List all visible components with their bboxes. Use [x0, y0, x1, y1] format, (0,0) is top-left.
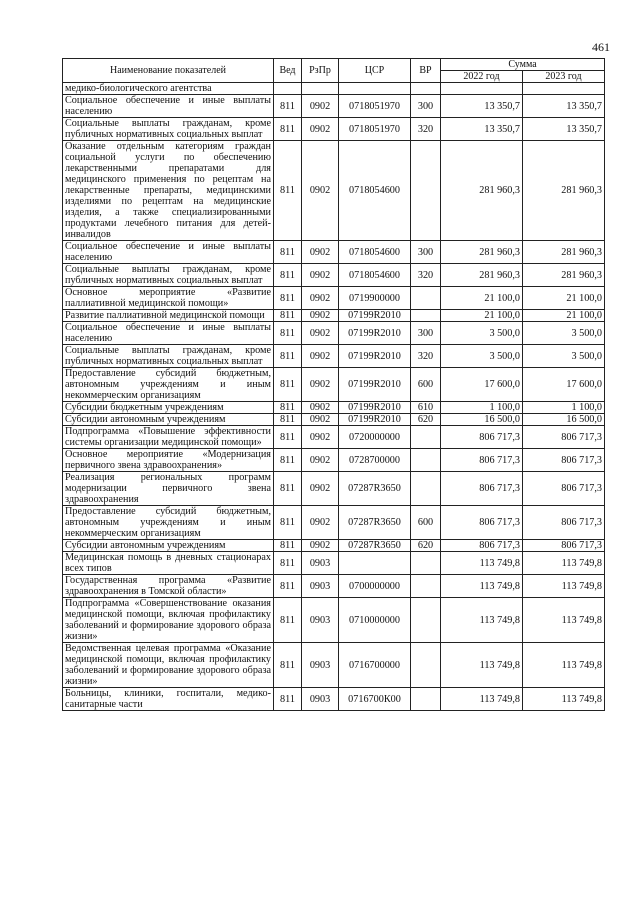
cell-csr: 0719900000 — [339, 287, 411, 310]
cell-y2022: 806 717,3 — [441, 540, 523, 552]
cell-y2023: 806 717,3 — [523, 506, 605, 540]
table-row — [63, 472, 605, 506]
cell-y2023: 281 960,3 — [523, 141, 605, 241]
table-row — [63, 506, 605, 540]
header-year-2023: 2023 год — [523, 71, 605, 83]
cell-y2023: 113 749,8 — [523, 643, 605, 688]
table-body — [63, 83, 605, 711]
cell-y2023: 806 717,3 — [523, 449, 605, 472]
cell-ved: 811 — [274, 472, 302, 506]
cell-csr: 0718051970 — [339, 95, 411, 118]
cell-name: Ведомственная целевая программа «Оказание медицинской помощи, включая профилактику заболеваний и формирование здорового образа жизни» — [63, 643, 274, 688]
cell-csr: 07199R2010 — [339, 310, 411, 322]
cell-y2022: 3 500,0 — [441, 345, 523, 368]
cell-name: Социальное обеспечение и иные выплаты населению — [63, 322, 274, 345]
table-row — [63, 83, 605, 95]
cell-csr: 07199R2010 — [339, 402, 411, 414]
cell-y2022: 806 717,3 — [441, 426, 523, 449]
cell-y2022: 281 960,3 — [441, 264, 523, 287]
cell-y2022: 113 749,8 — [441, 643, 523, 688]
cell-vr — [411, 552, 441, 575]
table-row — [63, 552, 605, 575]
header-sum: Сумма — [441, 59, 605, 71]
cell-rzpr: 0903 — [302, 598, 339, 643]
cell-name: Реализация региональных программ модернизации первичного звена здравоохранения — [63, 472, 274, 506]
cell-y2022: 806 717,3 — [441, 449, 523, 472]
cell-y2022: 113 749,8 — [441, 688, 523, 711]
cell-rzpr: 0902 — [302, 141, 339, 241]
cell-vr — [411, 141, 441, 241]
cell-vr — [411, 310, 441, 322]
cell-csr: 07199R2010 — [339, 414, 411, 426]
cell-y2022: 113 749,8 — [441, 598, 523, 643]
cell-name: Оказание отдельным категориям граждан социальной услуги по обеспечению лекарственными препаратами для медицинского применения по рецептам на лекарственные препараты, медицинскими изделиями по рецептам на медицинские изделия, а также специализированными продуктами лечебного питания для детей-инвалидов — [63, 141, 274, 241]
cell-y2023: 806 717,3 — [523, 472, 605, 506]
cell-y2023 — [523, 83, 605, 95]
cell-csr: 0718051970 — [339, 118, 411, 141]
table-row — [63, 540, 605, 552]
cell-vr — [411, 575, 441, 598]
cell-vr — [411, 643, 441, 688]
cell-y2022: 21 100,0 — [441, 287, 523, 310]
cell-vr — [411, 287, 441, 310]
cell-ved: 811 — [274, 95, 302, 118]
cell-y2022: 16 500,0 — [441, 414, 523, 426]
cell-ved: 811 — [274, 575, 302, 598]
cell-csr: 0728700000 — [339, 449, 411, 472]
cell-rzpr: 0902 — [302, 414, 339, 426]
cell-rzpr: 0902 — [302, 402, 339, 414]
table-row — [63, 310, 605, 322]
table-row — [63, 241, 605, 264]
table-row — [63, 414, 605, 426]
cell-y2023: 16 500,0 — [523, 414, 605, 426]
cell-vr — [411, 598, 441, 643]
cell-vr: 320 — [411, 118, 441, 141]
table-row — [63, 141, 605, 241]
table-row — [63, 402, 605, 414]
cell-y2023: 3 500,0 — [523, 322, 605, 345]
cell-y2022: 281 960,3 — [441, 141, 523, 241]
cell-rzpr — [302, 83, 339, 95]
cell-csr — [339, 552, 411, 575]
cell-ved: 811 — [274, 118, 302, 141]
cell-ved: 811 — [274, 310, 302, 322]
cell-rzpr: 0902 — [302, 426, 339, 449]
cell-y2022: 17 600,0 — [441, 368, 523, 402]
cell-name: Социальные выплаты гражданам, кроме публичных нормативных социальных выплат — [63, 345, 274, 368]
cell-vr: 300 — [411, 241, 441, 264]
cell-name: Подпрограмма «Совершенствование оказания медицинской помощи, включая профилактику заболеваний и формирование здорового образа жизни» — [63, 598, 274, 643]
cell-csr: 07199R2010 — [339, 322, 411, 345]
cell-vr: 300 — [411, 95, 441, 118]
cell-csr: 07199R2010 — [339, 345, 411, 368]
cell-ved: 811 — [274, 287, 302, 310]
table-row — [63, 322, 605, 345]
cell-ved: 811 — [274, 598, 302, 643]
cell-y2023: 113 749,8 — [523, 688, 605, 711]
cell-name: Развитие паллиативной медицинской помощи — [63, 310, 274, 322]
cell-y2023: 1 100,0 — [523, 402, 605, 414]
cell-y2023: 13 350,7 — [523, 95, 605, 118]
cell-name: Социальные выплаты гражданам, кроме публичных нормативных социальных выплат — [63, 264, 274, 287]
cell-vr: 300 — [411, 322, 441, 345]
cell-y2022: 281 960,3 — [441, 241, 523, 264]
header-vr: ВР — [411, 59, 441, 83]
cell-rzpr: 0902 — [302, 310, 339, 322]
header-year-2022: 2022 год — [441, 71, 523, 83]
cell-rzpr: 0902 — [302, 264, 339, 287]
cell-ved: 811 — [274, 322, 302, 345]
cell-vr: 600 — [411, 506, 441, 540]
cell-rzpr: 0902 — [302, 449, 339, 472]
cell-rzpr: 0903 — [302, 552, 339, 575]
cell-ved: 811 — [274, 368, 302, 402]
cell-csr: 0716700К00 — [339, 688, 411, 711]
cell-ved: 811 — [274, 345, 302, 368]
cell-y2023: 17 600,0 — [523, 368, 605, 402]
cell-name: Социальное обеспечение и иные выплаты населению — [63, 95, 274, 118]
cell-rzpr: 0902 — [302, 368, 339, 402]
cell-y2023: 113 749,8 — [523, 575, 605, 598]
cell-vr: 320 — [411, 264, 441, 287]
cell-name: Субсидии автономным учреждениям — [63, 540, 274, 552]
cell-y2023: 13 350,7 — [523, 118, 605, 141]
cell-ved: 811 — [274, 141, 302, 241]
cell-name: Социальное обеспечение и иные выплаты населению — [63, 241, 274, 264]
cell-y2022: 806 717,3 — [441, 472, 523, 506]
cell-rzpr: 0902 — [302, 506, 339, 540]
cell-name: Субсидии автономным учреждениям — [63, 414, 274, 426]
cell-rzpr: 0902 — [302, 118, 339, 141]
cell-ved: 811 — [274, 688, 302, 711]
table-row — [63, 264, 605, 287]
cell-y2022 — [441, 83, 523, 95]
cell-name: Государственная программа «Развитие здравоохранения в Томской области» — [63, 575, 274, 598]
cell-y2022: 113 749,8 — [441, 552, 523, 575]
cell-vr — [411, 83, 441, 95]
cell-ved: 811 — [274, 264, 302, 287]
cell-name: медико-биологического агентства — [63, 83, 274, 95]
cell-rzpr: 0902 — [302, 241, 339, 264]
cell-y2022: 113 749,8 — [441, 575, 523, 598]
budget-table — [62, 58, 605, 711]
cell-csr: 0718054600 — [339, 141, 411, 241]
cell-y2023: 281 960,3 — [523, 241, 605, 264]
cell-vr: 320 — [411, 345, 441, 368]
header-rzpr: РзПр — [302, 59, 339, 83]
cell-vr — [411, 472, 441, 506]
cell-y2022: 1 100,0 — [441, 402, 523, 414]
cell-y2023: 806 717,3 — [523, 540, 605, 552]
table-row — [63, 368, 605, 402]
cell-y2023: 21 100,0 — [523, 287, 605, 310]
page-number: 461 — [592, 40, 610, 54]
cell-csr: 0718054600 — [339, 241, 411, 264]
cell-csr: 0710000000 — [339, 598, 411, 643]
cell-csr: 0720000000 — [339, 426, 411, 449]
cell-rzpr: 0902 — [302, 322, 339, 345]
cell-y2022: 806 717,3 — [441, 506, 523, 540]
table-row — [63, 95, 605, 118]
cell-vr — [411, 449, 441, 472]
header-ved: Вед — [274, 59, 302, 83]
cell-y2022: 13 350,7 — [441, 95, 523, 118]
cell-vr: 620 — [411, 540, 441, 552]
header-name: Наименование показателей — [63, 59, 274, 83]
cell-csr: 07287R3650 — [339, 472, 411, 506]
cell-ved: 811 — [274, 552, 302, 575]
cell-csr: 07287R3650 — [339, 540, 411, 552]
cell-y2022: 13 350,7 — [441, 118, 523, 141]
cell-ved: 811 — [274, 426, 302, 449]
cell-ved: 811 — [274, 643, 302, 688]
cell-rzpr: 0902 — [302, 472, 339, 506]
cell-y2023: 113 749,8 — [523, 552, 605, 575]
table-header — [63, 59, 605, 83]
cell-rzpr: 0903 — [302, 575, 339, 598]
cell-name: Социальные выплаты гражданам, кроме публичных нормативных социальных выплат — [63, 118, 274, 141]
table-row — [63, 287, 605, 310]
cell-y2023: 113 749,8 — [523, 598, 605, 643]
cell-csr: 0716700000 — [339, 643, 411, 688]
cell-ved: 811 — [274, 414, 302, 426]
cell-ved: 811 — [274, 402, 302, 414]
cell-rzpr: 0902 — [302, 345, 339, 368]
table-row — [63, 643, 605, 688]
cell-y2022: 3 500,0 — [441, 322, 523, 345]
cell-name: Предоставление субсидий бюджетным, автономным учреждениям и иным некоммерческим организациям — [63, 368, 274, 402]
cell-rzpr: 0903 — [302, 643, 339, 688]
table-row — [63, 449, 605, 472]
cell-ved: 811 — [274, 540, 302, 552]
cell-name: Подпрограмма «Повышение эффективности системы организации медицинской помощи» — [63, 426, 274, 449]
cell-vr: 600 — [411, 368, 441, 402]
cell-csr: 0718054600 — [339, 264, 411, 287]
cell-name: Предоставление субсидий бюджетным, автономным учреждениям и иным некоммерческим организациям — [63, 506, 274, 540]
cell-vr: 610 — [411, 402, 441, 414]
table-row — [63, 118, 605, 141]
table-row — [63, 345, 605, 368]
cell-y2023: 3 500,0 — [523, 345, 605, 368]
cell-csr: 0700000000 — [339, 575, 411, 598]
cell-vr — [411, 688, 441, 711]
cell-csr — [339, 83, 411, 95]
cell-ved: 811 — [274, 241, 302, 264]
cell-y2023: 21 100,0 — [523, 310, 605, 322]
cell-rzpr: 0902 — [302, 540, 339, 552]
cell-ved: 811 — [274, 449, 302, 472]
cell-rzpr: 0902 — [302, 95, 339, 118]
cell-ved: 811 — [274, 506, 302, 540]
cell-rzpr: 0903 — [302, 688, 339, 711]
table-row — [63, 575, 605, 598]
cell-name: Основное мероприятие «Модернизация первичного звена здравоохранения» — [63, 449, 274, 472]
table-row — [63, 426, 605, 449]
cell-name: Больницы, клиники, госпитали, медико-санитарные части — [63, 688, 274, 711]
header-csr: ЦСР — [339, 59, 411, 83]
cell-ved — [274, 83, 302, 95]
cell-name: Медицинская помощь в дневных стационарах всех типов — [63, 552, 274, 575]
cell-csr: 07199R2010 — [339, 368, 411, 402]
cell-rzpr: 0902 — [302, 287, 339, 310]
cell-name: Основное мероприятие «Развитие паллиативной медицинской помощи» — [63, 287, 274, 310]
cell-vr — [411, 426, 441, 449]
cell-y2023: 806 717,3 — [523, 426, 605, 449]
cell-y2023: 281 960,3 — [523, 264, 605, 287]
cell-vr: 620 — [411, 414, 441, 426]
cell-y2022: 21 100,0 — [441, 310, 523, 322]
cell-csr: 07287R3650 — [339, 506, 411, 540]
cell-name: Субсидии бюджетным учреждениям — [63, 402, 274, 414]
table-row — [63, 598, 605, 643]
table-row — [63, 688, 605, 711]
